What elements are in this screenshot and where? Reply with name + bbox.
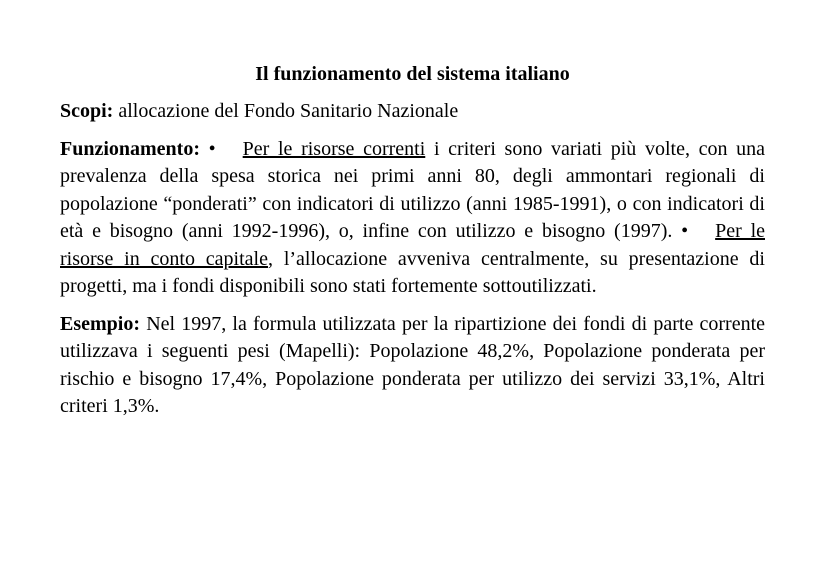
risorse-correnti-text: i criteri sono variati più volte, con una prevalenza della spesa storica nei primi anni 80, degli ammontari regionali di popolazione “ponderati” con indicatori di utilizzo (anni 1985-1991), o con indicatori di età e bisogno (anni 1992-1996), o, infine con utilizzo e bisogno (1997). — [60, 137, 766, 242]
funzionamento-paragraph — [60, 136, 765, 301]
esempio-label: Esempio: — [60, 312, 140, 335]
risorse-capitale-heading: Per le risorse in conto capitale — [60, 220, 765, 270]
risorse-capitale-text: , l’allocazione avveniva centralmente, su presentazione di progetti, ma i fondi disponibili sono stati fortemente sottoutilizzati. — [60, 247, 765, 297]
scopi-text: allocazione del Fondo Sanitario Nazionale — [118, 100, 459, 122]
document-page — [60, 60, 765, 431]
esempio-text: Nel 1997, la formula utilizzata per la ripartizione dei fondi di parte corrente utilizzava i seguenti pesi (Mapelli): Popolazione 48,2%, Popolazione ponderata per rischio e bisogno 17,4%, Popolazione ponderata per utilizzo dei servizi 33,1%, Altri criteri 1,3%. — [60, 312, 766, 417]
page-title: Il funzionamento del sistema italiano — [255, 63, 570, 85]
risorse-correnti-heading: Per le risorse correnti — [242, 137, 426, 160]
scopi-paragraph — [60, 98, 765, 126]
bullet-icon: • — [681, 220, 689, 242]
scopi-label: Scopi: — [60, 100, 114, 122]
esempio-paragraph — [60, 311, 765, 421]
funzionamento-label: Funzionamento: — [60, 137, 200, 160]
bullet-icon: • — [208, 137, 216, 160]
